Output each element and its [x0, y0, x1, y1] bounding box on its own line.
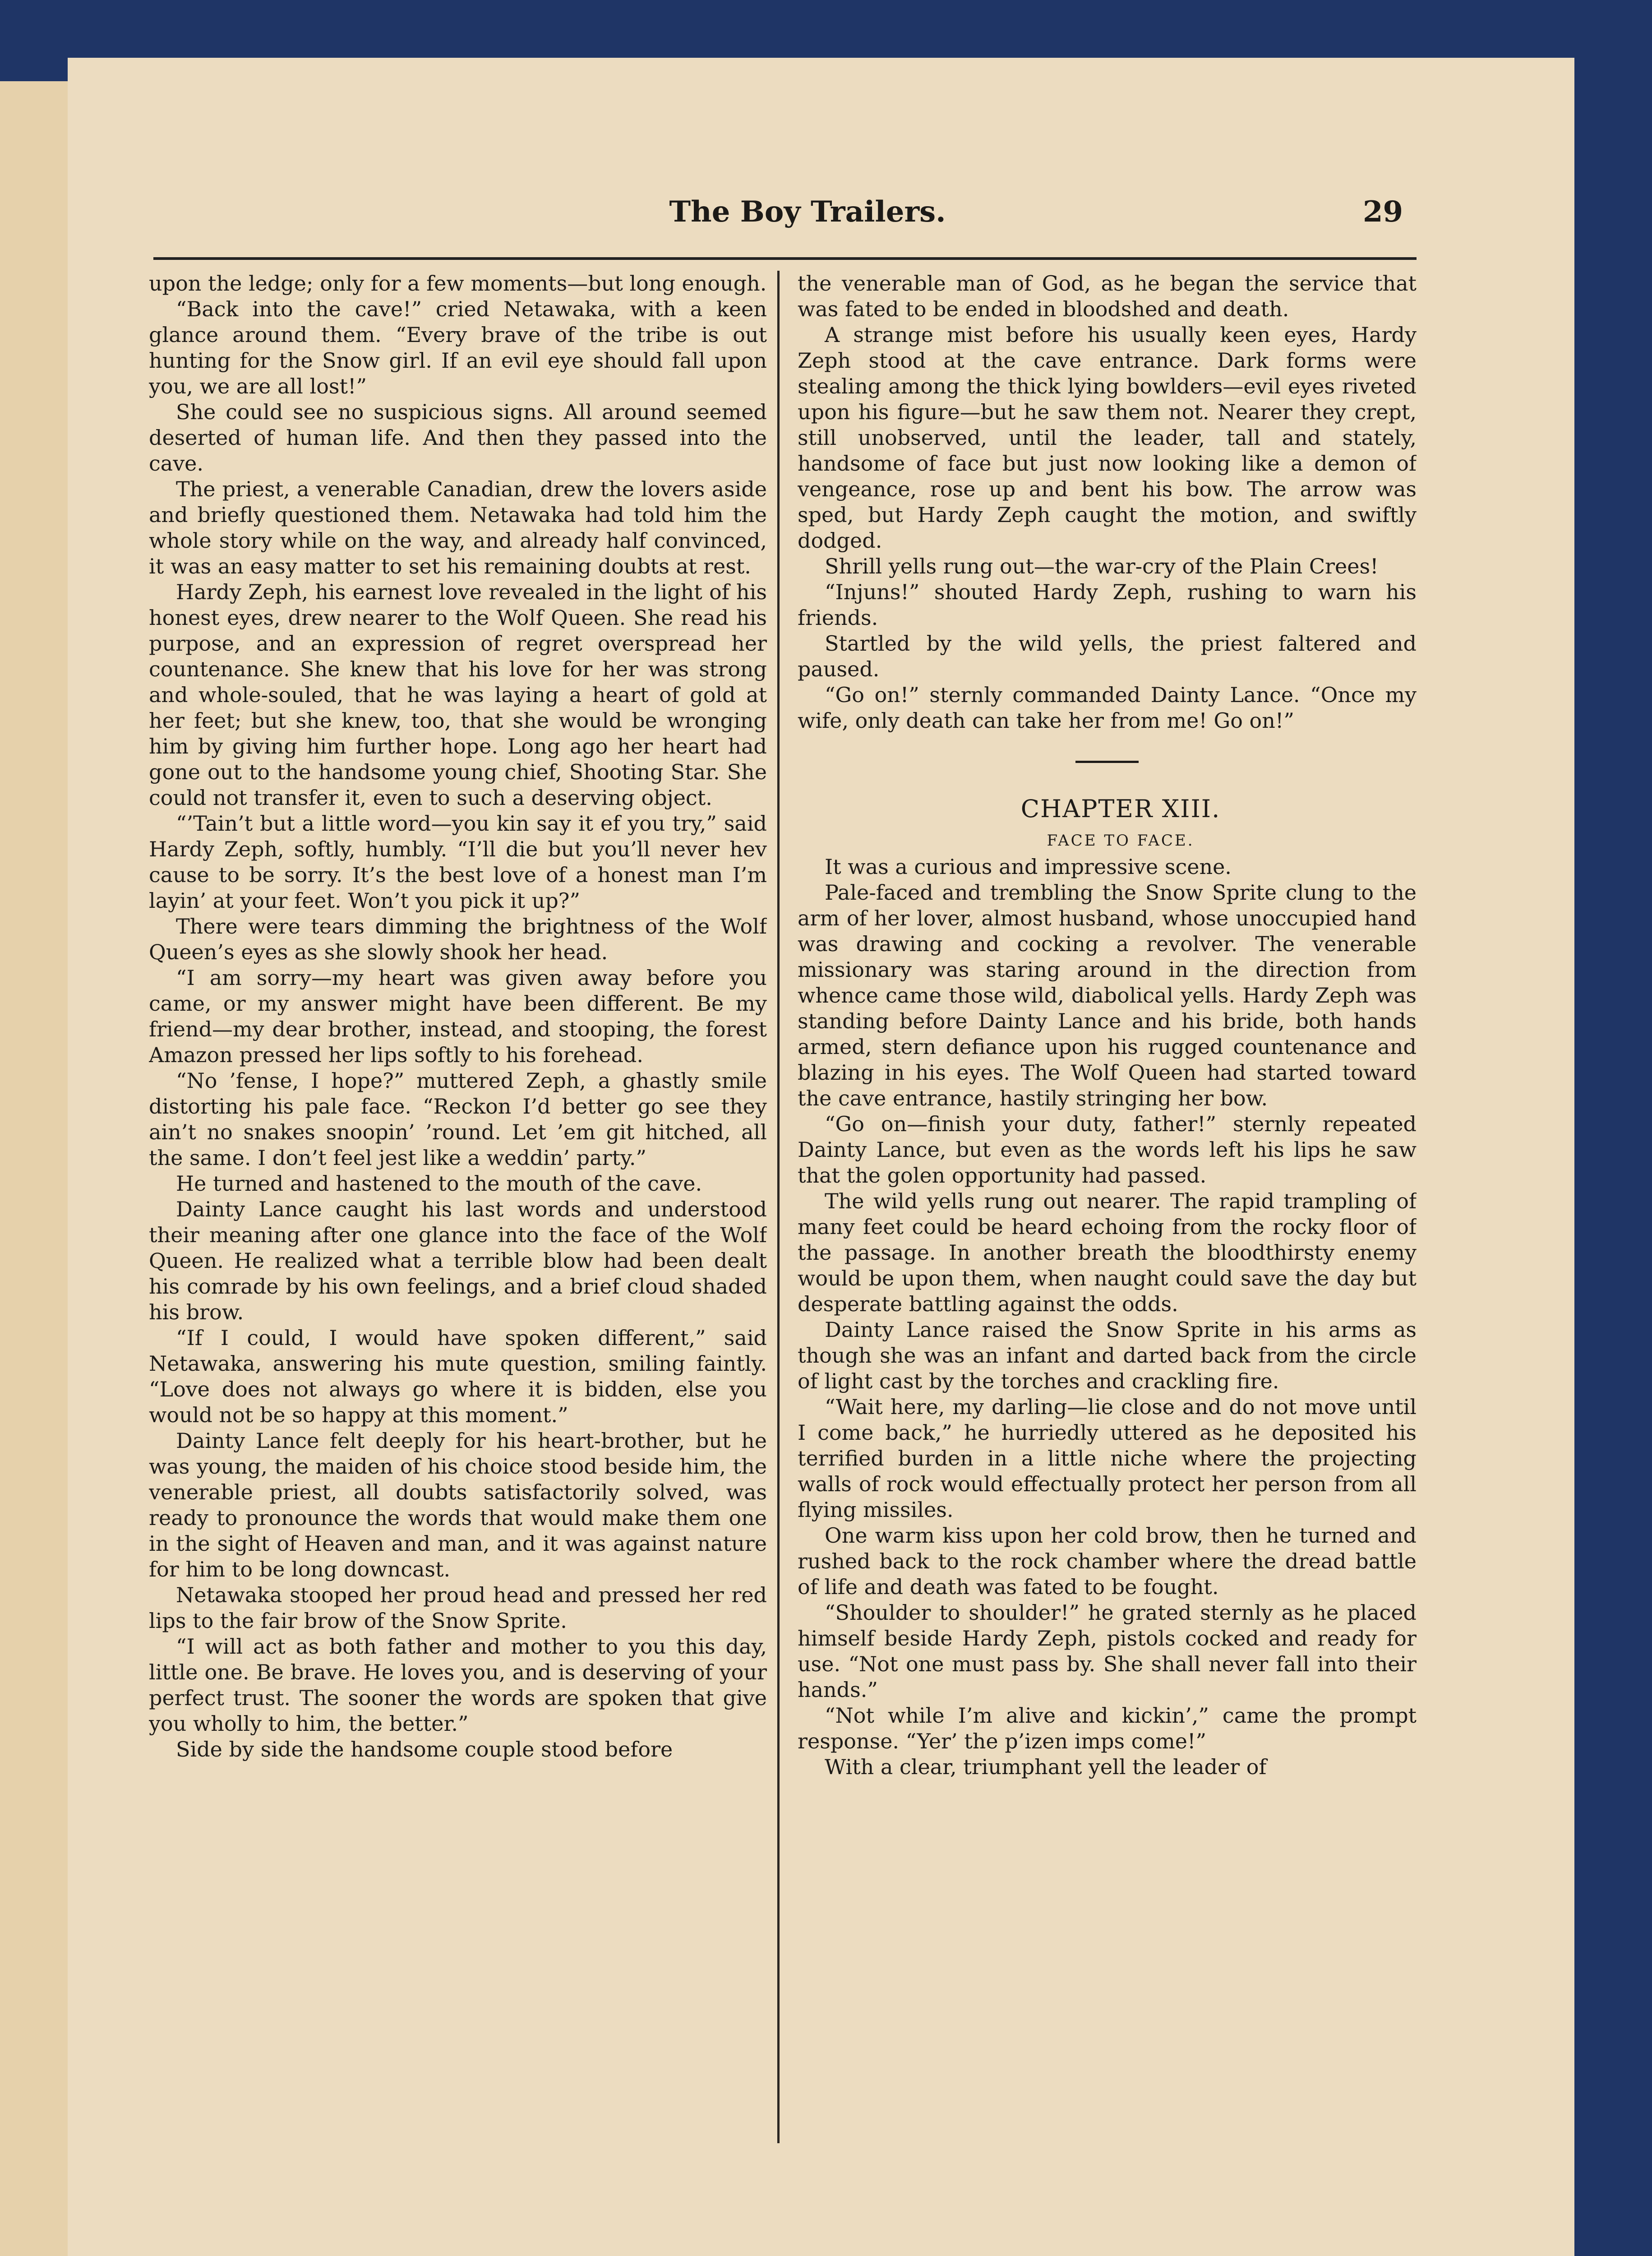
paragraph: “Injuns!” shouted Hardy Zeph, rushing to warn his friends.	[798, 580, 1417, 630]
paragraph: Dainty Lance caught his last words and understood their meaning after one glance into the face of the Wolf Queen. He realized what a terrible blow had been dealt his comrade by his own feelings, and a brief cloud shaded his brow.	[149, 1197, 767, 1324]
paragraph: “Go on!” sternly commanded Dainty Lance. “Once my wife, only death can take her from me! Go on!”	[798, 683, 1417, 733]
paragraph: “’Tain’t but a little word—you kin say it ef you try,” said Hardy Zeph, softly, humbly. “I’ll die but you’ll never hev cause to be sorry. It’s the best love of a honest man I’m layin’ at your feet. Won’t you pick it up?”	[149, 811, 767, 913]
paragraph: With a clear, triumphant yell the leader of	[825, 1755, 1267, 1779]
paragraph: Side by side the handsome couple stood before	[176, 1737, 673, 1761]
paragraph: “Back into the cave!” cried Netawaka, with a keen glance around them. “Every brave of the tribe is out hunting for the Snow girl. If an evil eye should fall upon you, we are all lost!”	[149, 297, 767, 398]
paragraph: upon the ledge; only for a few moments—but long enough.	[149, 271, 767, 296]
left-column	[149, 271, 767, 2148]
paragraph: It was a curious and impressive scene.	[825, 855, 1232, 879]
paragraph: “Go on—finish your duty, father!” sternly repeated Dainty Lance, but even as the words left his lips he saw that the golen opportunity had passed.	[798, 1112, 1417, 1188]
paragraph: Netawaka stooped her proud head and pressed her red lips to the fair brow of the Snow Sprite.	[149, 1583, 767, 1633]
paragraph: The wild yells rung out nearer. The rapid trampling of many feet could be heard echoing from the rocky floor of the passage. In another breath the bloodthirsty enemy would be upon them, when naught could save the day but desperate battling against the odds.	[798, 1189, 1417, 1316]
paragraph: There were tears dimming the brightness of the Wolf Queen’s eyes as she slowly shook her head.	[149, 914, 767, 964]
paragraph: “If I could, I would have spoken different,” said Netawaka, answering his mute question, smiling faintly. “Love does not always go where it is bidden, else you would not be so happy at this moment.”	[149, 1326, 767, 1427]
paragraph: A strange mist before his usually keen eyes, Hardy Zeph stood at the cave entrance. Dark forms were stealing among the thick lying bowlders—evil eyes riveted upon his figure—but he saw them not. Nearer they crept, still unobserved, until the leader, tall and stately, handsome of face but just now looking like a demon of vengeance, rose up and bent his bow. The arrow was sped, but Hardy Zeph caught the motion, and swiftly dodged.	[798, 323, 1417, 553]
paragraph: “No ’fense, I hope?” muttered Zeph, a ghastly smile distorting his pale face. “Reckon I’d better go see they ain’t no snakes snoopin’ ’round. Let ’em git hitched, all the same. I don’t feel jest like a weddin’ party.”	[149, 1068, 767, 1170]
paragraph: “Shoulder to shoulder!” he grated sternly as he placed himself beside Hardy Zeph, pistols cocked and ready for use. “Not one must pass by. She shall never fall into their hands.”	[798, 1600, 1417, 1702]
running-title: The Boy Trailers.	[669, 195, 946, 229]
column-divider	[777, 271, 780, 2143]
paragraph: Dainty Lance felt deeply for his heart-brother, but he was young, the maiden of his choice stood beside him, the venerable priest, all doubts satisfactorily solved, was ready to pronounce the words that would make them one in the sight of Heaven and man, and it was against nature for him to be long downcast.	[149, 1428, 767, 1581]
paragraph: She could see no suspicious signs. All around seemed deserted of human life. And then they passed into the cave.	[149, 400, 767, 476]
page-number: 29	[1362, 195, 1403, 229]
paragraph: One warm kiss upon her cold brow, then he turned and rushed back to the rock chamber where the dread battle of life and death was fated to be fought.	[798, 1523, 1417, 1599]
section-divider	[1075, 761, 1139, 763]
paragraph: He turned and hastened to the mouth of the cave.	[176, 1171, 702, 1196]
chapter-subtitle: FACE TO FACE.	[1047, 832, 1195, 850]
paragraph: the venerable man of God, as he began the service that was fated to be ended in bloodshed and death.	[798, 271, 1417, 321]
paragraph: Dainty Lance raised the Snow Sprite in his arms as though she was an infant and darted back from the circle of light cast by the torches and crackling fire.	[798, 1318, 1417, 1393]
paragraph: Pale-faced and trembling the Snow Sprite clung to the arm of her lover, almost husband, whose unoccupied hand was drawing and cocking a revolver. The venerable missionary was staring around in the direction from whence came those wild, diabolical yells. Hardy Zeph was standing before Dainty Lance and his bride, both hands armed, stern defiance upon his rugged countenance and blazing in his eyes. The Wolf Queen had started toward the cave entrance, hastily stringing her bow.	[798, 880, 1417, 1110]
paragraph: “Wait here, my darling—lie close and do not move until I come back,” he hurriedly uttered as he deposited his terrified burden in a little niche where the projecting walls of rock would effectually protect her person from all flying missiles.	[798, 1395, 1417, 1522]
chapter-title: CHAPTER XIII.	[1020, 795, 1221, 823]
paragraph: “Not while I’m alive and kickin’,” came the prompt response. “Yer’ the p’izen imps come!”	[798, 1703, 1417, 1753]
paragraph: “I will act as both father and mother to you this day, little one. Be brave. He loves you, and is deserving of your perfect trust. The sooner the words are spoken that give you wholly to him, the better.”	[149, 1634, 767, 1736]
page-header	[153, 185, 1417, 260]
paragraph: The priest, a venerable Canadian, drew the lovers aside and briefly questioned them. Netawaka had told him the whole story while on the way, and already half convinced, it was an easy matter to set his remaining doubts at rest.	[149, 477, 767, 578]
facing-page-edge	[0, 81, 70, 2256]
paragraph: “I am sorry—my heart was given away before you came, or my answer might have been different. Be my friend—my dear brother, instead, and stooping, the forest Amazon pressed her lips softly to his forehead.	[149, 966, 767, 1067]
right-column	[798, 271, 1417, 2148]
paragraph: Shrill yells rung out—the war-cry of the Plain Crees!	[825, 554, 1379, 578]
paragraph: Hardy Zeph, his earnest love revealed in the light of his honest eyes, drew nearer to the Wolf Queen. She read his purpose, and an expression of regret overspread her countenance. She knew that his love for her was strong and whole-souled, that he was laying a heart of gold at her feet; but she knew, too, that she would be wronging him by giving him further hope. Long ago her heart had gone out to the handsome young chief, Shooting Star. She could not transfer it, even to such a deserving object.	[149, 580, 767, 810]
paragraph: Startled by the wild yells, the priest faltered and paused.	[798, 631, 1417, 681]
